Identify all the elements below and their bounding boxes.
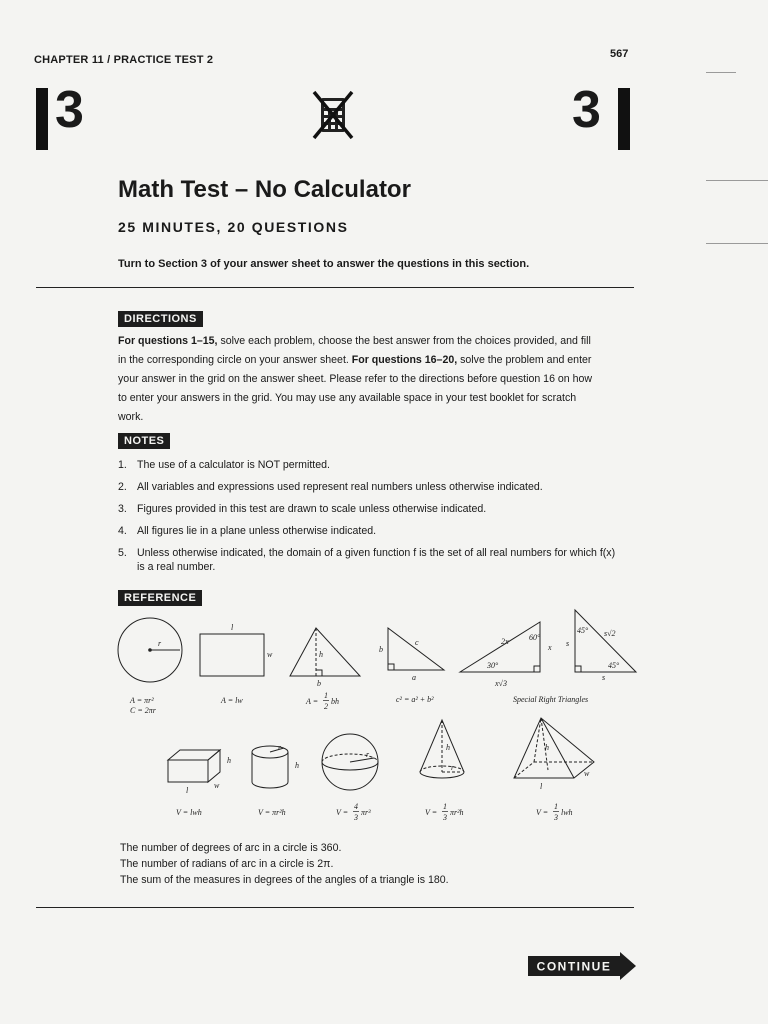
note-item [118, 458, 618, 472]
reference-label: REFERENCE [118, 590, 202, 606]
formula-sphere-num: 4 [354, 802, 358, 811]
formula-special-triangles: Special Right Triangles [513, 695, 589, 704]
directions-text [118, 332, 593, 427]
fact-line: The number of degrees of arc in a circle is 360. [120, 842, 342, 854]
label-c-right: c [415, 638, 419, 647]
formula-cone-lhs: V = [425, 808, 438, 817]
formula-cone-rhs: πr²h [450, 808, 464, 817]
instruction-line: Turn to Section 3 of your answer sheet to answer the questions in this section. [118, 258, 530, 270]
formula-circle-area: A = πr² [130, 696, 154, 705]
triangle-figure [290, 628, 360, 676]
rectangle-figure [200, 634, 264, 676]
section-number-right: 3 [572, 81, 601, 139]
no-calculator-icon [310, 90, 356, 140]
directions-bold-1: For questions 1–15, [118, 335, 218, 347]
label-r-circle: r [158, 639, 162, 648]
label-w-pyramid: w [584, 769, 590, 778]
section-bar-left [36, 88, 48, 150]
notes-list [118, 458, 618, 582]
divider-top [36, 287, 634, 288]
note-text: Unless otherwise indicated, the domain of a given function f is the set of all real numbers for which f(x) is a real number. [137, 547, 616, 573]
label-30: 30° [487, 661, 499, 670]
label-b-right: b [379, 645, 383, 654]
formula-sphere-rhs: πr³ [361, 808, 371, 817]
circle-figure [118, 618, 182, 682]
note-item [118, 480, 618, 494]
label-r-cyl: r [278, 743, 282, 752]
formula-box-volume: V = lwh [176, 808, 202, 817]
label-x-root3: x√3 [495, 679, 507, 688]
note-number: 1. [118, 459, 127, 471]
label-w-box: w [214, 781, 220, 790]
formula-circle-circumference: C = 2πr [130, 706, 156, 715]
note-number: 2. [118, 481, 127, 493]
note-text: The use of a calculator is NOT permitted. [137, 459, 330, 471]
note-number: 5. [118, 547, 127, 559]
triangle-45-45-90-figure [575, 610, 636, 672]
note-text: All variables and expressions used represent real numbers unless otherwise indicated. [137, 481, 543, 493]
formula-pyramid-den: 3 [554, 813, 558, 822]
formula-pyramid-lhs: V = [536, 808, 549, 817]
cone-figure [420, 720, 464, 778]
note-number: 3. [118, 503, 127, 515]
cylinder-figure [252, 746, 288, 788]
margin-mark [706, 72, 736, 73]
label-h-box: h [227, 756, 231, 765]
label-h-tri: h [319, 650, 323, 659]
formula-pythagoras: c² = a² + b² [396, 695, 434, 704]
note-text: All figures lie in a plane unless otherwise indicated. [137, 525, 377, 537]
directions-text-2: solve the problem and enter your answer in the grid on the answer sheet. Please refer to the directions before question 16 on how to enter your answers in the grid. You may use any available space in your test booklet for scratch work. [118, 354, 593, 423]
reference-figures [0, 600, 768, 830]
note-number: 4. [118, 525, 127, 537]
notes-label: NOTES [118, 433, 170, 449]
formula-cone-num: 1 [443, 802, 447, 811]
margin-mark [706, 243, 768, 244]
reference-facts [120, 840, 449, 888]
formula-pyramid-num: 1 [554, 802, 558, 811]
formula-sphere-den: 3 [354, 813, 358, 822]
label-a-right: a [412, 673, 416, 682]
note-text: Figures provided in this test are drawn to scale unless otherwise indicated. [137, 503, 487, 515]
label-l-rect: l [231, 623, 234, 632]
triangle-30-60-90-figure [460, 622, 540, 672]
formula-triangle-den: 2 [324, 702, 328, 711]
directions-text-1: solve each problem, choose the best answer from the choices provided, and fill in the corresponding circle on your answer sheet. [118, 335, 591, 366]
note-item [118, 546, 618, 574]
label-45-top: 45° [577, 626, 589, 635]
fact-line: The number of radians of arc in a circle is 2π. [120, 858, 334, 870]
box-figure [168, 750, 220, 782]
section-number-left: 3 [55, 81, 84, 139]
formula-triangle-rhs: bh [331, 697, 339, 706]
formula-rectangle-area: A = lw [221, 696, 243, 705]
fact-line: The sum of the measures in degrees of the angles of a triangle is 180. [120, 874, 449, 886]
label-x: x [548, 643, 552, 652]
sphere-figure [322, 734, 378, 790]
label-l-box: l [186, 786, 189, 795]
page-title: Math Test – No Calculator [118, 176, 411, 203]
formula-triangle-num: 1 [324, 691, 328, 700]
label-45-right: 45° [608, 661, 620, 670]
pyramid-figure [514, 718, 594, 778]
directions-label: DIRECTIONS [118, 311, 203, 327]
label-h-cyl: h [295, 761, 299, 770]
page-number: 567 [610, 48, 629, 60]
margin-mark [706, 180, 768, 181]
formula-pyramid-rhs: lwh [561, 808, 573, 817]
label-h-pyramid: h [545, 743, 549, 752]
continue-label: CONTINUE [536, 959, 612, 974]
section-bar-right [618, 88, 630, 150]
label-s-root2: s√2 [604, 629, 616, 638]
label-w-rect: w [267, 650, 273, 659]
label-2x: 2x [501, 637, 509, 646]
divider-bottom [36, 907, 634, 908]
formula-triangle-lhs: A = [306, 697, 319, 706]
chapter-header: CHAPTER 11 / PRACTICE TEST 2 [34, 54, 214, 66]
label-r-cone: r [451, 763, 455, 772]
label-b-tri: b [317, 679, 321, 688]
label-60: 60° [529, 633, 541, 642]
formula-cylinder-volume: V = πr²h [258, 808, 286, 817]
label-r-sphere: r [366, 750, 370, 759]
label-s-side: s [566, 639, 570, 648]
formula-sphere-lhs: V = [336, 808, 349, 817]
directions-bold-2: For questions 16–20, [351, 354, 458, 366]
label-s-bottom: s [602, 673, 606, 682]
right-triangle-figure [388, 628, 444, 670]
note-item [118, 524, 618, 538]
formula-cone-den: 3 [443, 813, 447, 822]
label-l-pyramid: l [540, 782, 543, 791]
page-subtitle: 25 MINUTES, 20 QUESTIONS [118, 219, 349, 235]
continue-arrow [528, 952, 638, 980]
note-item [118, 502, 618, 516]
label-h-cone: h [446, 743, 450, 752]
